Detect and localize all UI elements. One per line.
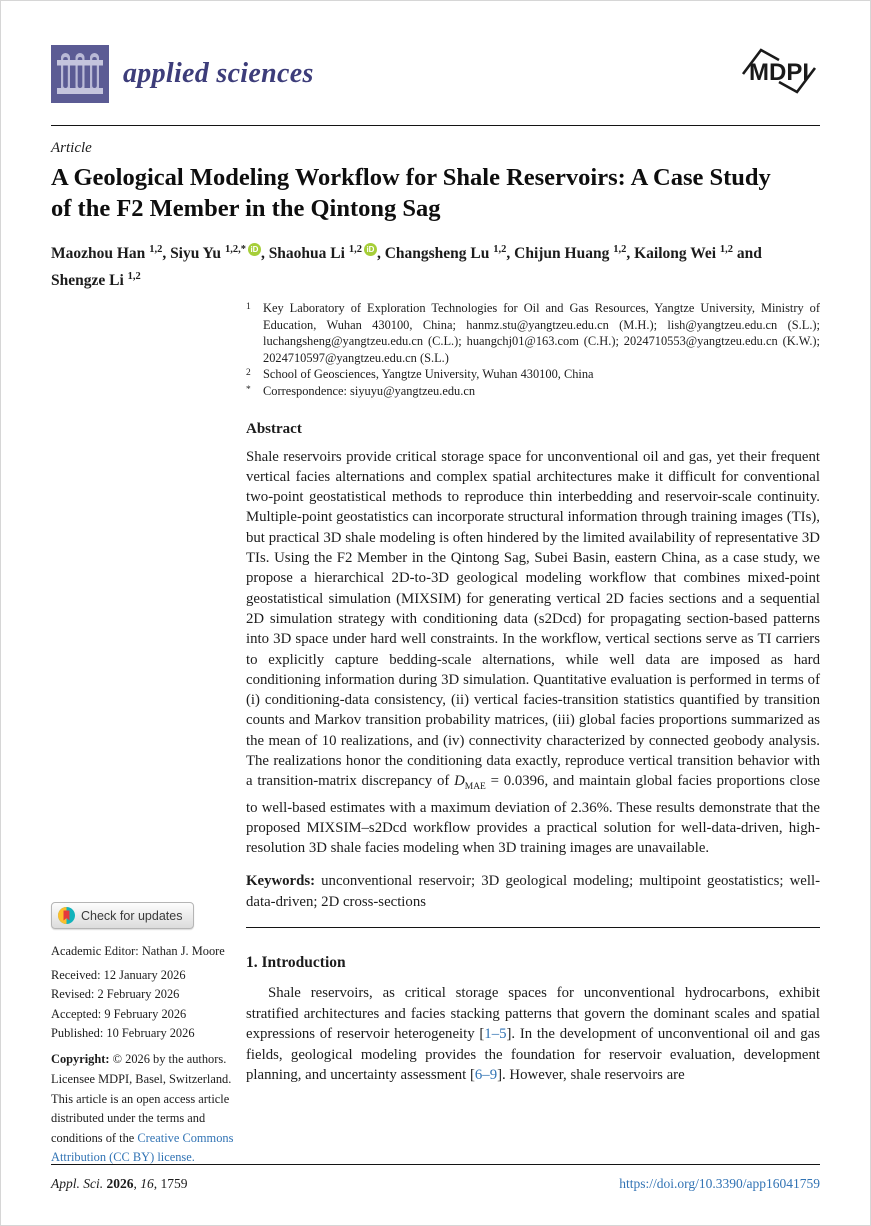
footer-article-number: 1759 (160, 1176, 188, 1191)
keywords-label: Keywords: (246, 873, 316, 890)
keywords-divider (246, 927, 820, 928)
mdpi-logo-icon (738, 43, 820, 104)
abstract-part2: , and maintain global facies proportions close to well-based estimates with a maximum deviation of 2.36%. These results demonstrate that the proposed MIXSIM–s2Dcd workflow provides a practical solution for well-data-driven, high-resolution 3D shale facies modeling when 3D training images are unavailable. (246, 773, 820, 857)
footer-year: 2026 (106, 1176, 134, 1191)
check-for-updates-label: Check for updates (81, 908, 183, 923)
affiliation-row (246, 383, 820, 400)
history-dates (51, 968, 235, 1041)
affiliation-marker: 2 (246, 368, 251, 379)
author-affiliation-sup: 1,2 (613, 244, 627, 255)
page-footer (51, 1164, 820, 1192)
copyright-text: © 2026 by the authors. Licensee MDPI, Basel, Switzerland. This article is an open access article distributed under the terms and conditions of the (51, 1052, 232, 1145)
copyright-label: Copyright: (51, 1052, 110, 1067)
cc-by-license-link[interactable]: Creative Commons Attribution (CC BY) license. (51, 1130, 234, 1165)
dmae-variable: D (454, 773, 465, 790)
author-affiliation-sup: 1,2 (348, 244, 362, 255)
journal-citation: Appl. Sci. 2026, 16, 1759 (51, 1176, 188, 1191)
keywords-text: unconventional reservoir; 3D geological modeling; multipoint geostatistics; well-data-driven; 2D cross-sections (246, 873, 820, 910)
affiliations-block (246, 300, 820, 400)
check-for-updates-button[interactable] (51, 902, 194, 929)
author-affiliation-sup: 1,2 (127, 271, 141, 283)
affiliation-marker: 1 (246, 302, 251, 312)
abstract-part1: Shale reservoirs provide critical storage space for unconventional oil and gas, yet their frequent vertical facies alternations and complex spatial architectures make it difficult for conventional two-point geostatistical methods to reproduce thin interbedding and reservoir-scale continuity. Multiple-point geostatistics can incorporate structural information through training images (TIs), but practical 3D shale modeling is often hindered by the limited availability of representative 3D TIs. Using the F2 Member in the Qintong Sag, Subei Basin, eastern China, as a case study, we propose a hierarchical 2D-to-3D geological modeling workflow that combines mixed-point geostatistical simulation (MIXSIM) for generating vertical 2D facies sections and a sequential 2D simulation strategy with conditioning data (s2Dcd) for propagating section-based patterns into 3D space under hard well constraints. In the workflow, vertical sections serve as TI carriers to explicitly capture bedding-scale alternations, while well data are imposed as hard conditioning information during 3D simulation. Quantitative evaluation is performed in terms of (i) conditioning-data consistency, (ii) vertical facies-transition statistics quantified by transition counts and Markov transition probability matrices, (iii) global facies proportions summarized as the mean of 10 realizations, and (iv) connectivity characterized by connected geobody analysis. The realizations honor the conditioning data exactly, reproduce vertical transition behavior with a transition-matrix discrepancy of (246, 448, 820, 790)
affiliation-text: Key Laboratory of Exploration Technologies for Oil and Gas Resources, Yangtze University, Ministry of Education, Wuhan 430100, China; hanmz.stu@yangtzeu.edu.cn (M.H.); lish@yangtzeu.edu.cn (S.L.); luchangsheng@yangtzeu.edu.cn (C.L.); huangchj01@163.com (C.H.); 2024710553@yangtzeu.edu.cn (K.W.); 2024710597@yangtzeu.edu.cn (S.L.) (263, 301, 820, 365)
intro-text-3: ]. However, shale reservoirs are (497, 1067, 685, 1084)
journal-abbr: Appl. Sci. (51, 1176, 104, 1191)
author-affiliation-sup: 1,2 (493, 244, 507, 255)
abstract-text (246, 447, 820, 859)
introduction-paragraph (246, 983, 820, 1086)
journal-header (51, 43, 820, 104)
author-line: Maozhou Han $^{1,2}$, Siyu Yu $^{1,2,*}$ iD , Shaohua Li $^{1,2}$ iD , Changsheng Lu $^{1,2}$, Chijun Huang $^{1,2}$, Kailong Wei $^{1,2}$ and Shengze Li $^{1,2}$ (51, 244, 762, 290)
article-meta-sidebar (51, 902, 235, 1168)
paper-title: A Geological Modeling Workflow for Shale Reservoirs: A Case Study of the F2 Member in the Qintong Sag (51, 164, 771, 222)
section-heading-introduction: 1. Introduction (246, 954, 346, 972)
citation-link-6-9[interactable]: 6–9 (474, 1067, 498, 1084)
footer-volume: 16 (140, 1176, 154, 1191)
affiliation-text: Correspondence: siyuyu@yangtzeu.edu.cn (263, 383, 476, 398)
intro-text-2: ]. In the development of unconventional oil and gas fields, geological modeling provides the foundation for reservoir evaluation, development planning, and uncertainty assessment [ (246, 1026, 820, 1084)
academic-editor-line: Academic Editor: Nathan J. Moore (51, 944, 225, 958)
crossmark-icon (58, 907, 75, 924)
main-column (246, 300, 820, 1086)
history-date-line: Accepted: 9 February 2026 (51, 1006, 187, 1021)
affiliation-row (246, 366, 820, 383)
intro-text-1: Shale reservoirs, as critical storage spaces for unconventional hydrocarbons, exhibit stratified architectures and facies stacking patterns that govern the dominant scales and spatial expressions of reservoir heterogeneity [ (246, 985, 820, 1043)
history-date-line: Published: 10 February 2026 (51, 1025, 195, 1040)
abstract-heading: Abstract (246, 420, 302, 437)
svg-text:MDPI: MDPI (749, 59, 809, 86)
affiliation-text: School of Geosciences, Yangtze University, Wuhan 430100, China (263, 367, 594, 382)
affiliation-row (246, 300, 820, 366)
applied-sciences-logo-icon (51, 45, 109, 103)
author-affiliation-sup: 1,2 (149, 244, 163, 255)
article-type-label: Article (51, 140, 92, 156)
citation-link-1-5[interactable]: 1–5 (484, 1026, 507, 1043)
history-date-line: Received: 12 January 2026 (51, 968, 186, 982)
header-divider (51, 125, 820, 126)
keywords-line (246, 871, 820, 912)
orcid-icon[interactable]: iD (364, 243, 377, 256)
copyright-block (51, 1050, 235, 1168)
author-affiliation-sup: 1,2 (719, 244, 734, 255)
history-date-line: Revised: 2 February 2026 (51, 987, 180, 1002)
author-affiliation-sup: 1,2,* (224, 244, 246, 255)
doi-link[interactable]: https://doi.org/10.3390/app16041759 (619, 1176, 820, 1191)
journal-name: applied sciences (123, 57, 314, 89)
dmae-subscript: MAE (464, 782, 486, 793)
affiliation-marker: * (246, 384, 251, 395)
orcid-icon[interactable]: iD (248, 243, 261, 256)
dmae-value: = 0.0396 (485, 773, 545, 790)
